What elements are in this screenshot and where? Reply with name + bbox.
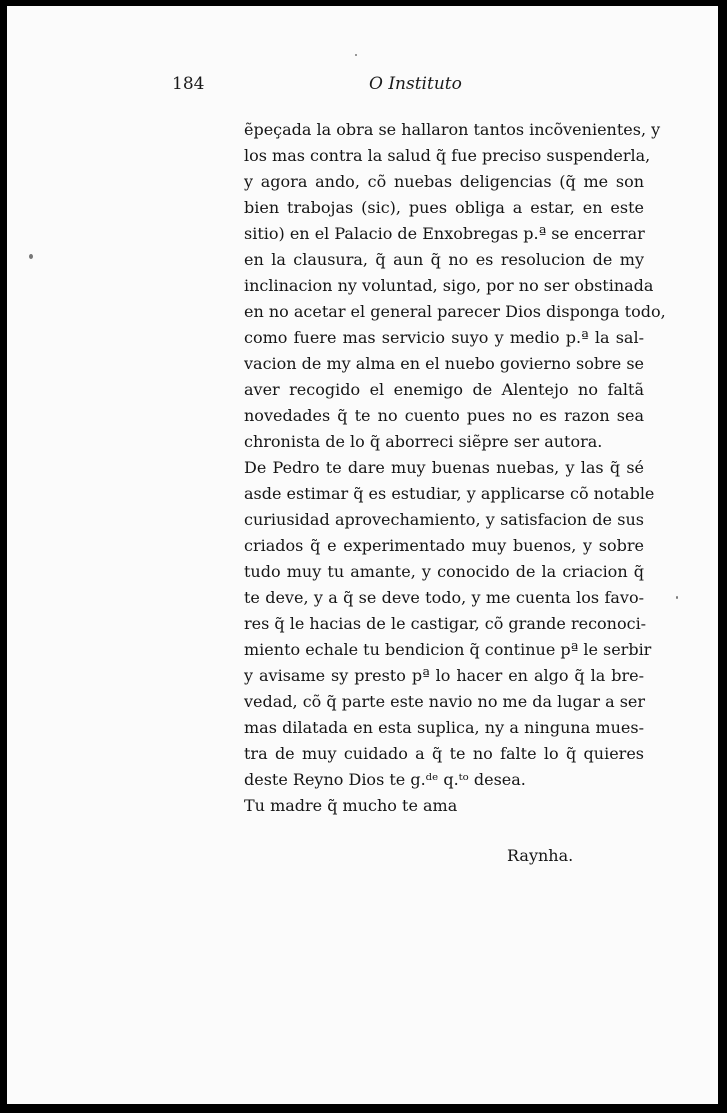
text-line: te deve, y a q̃ se deve todo, y me cuenta los favo- — [244, 588, 644, 607]
text-line: los mas contra la salud q̃ fue preciso suspenderla, — [244, 146, 651, 165]
page-number: 184 — [172, 74, 205, 94]
paper-speck — [676, 596, 678, 599]
text-line: chronista de lo q̃ aborreci siẽpre ser autora. — [244, 432, 603, 451]
text-line: tudo muy tu amante, y conocido de la criacion q̃ — [244, 562, 644, 581]
text-line: curiusidad aprovechamiento, y satisfacion de sus — [244, 510, 644, 529]
running-title: O Instituto — [369, 74, 462, 94]
text-line: en la clausura, q̃ aun q̃ no es resolucion de my — [244, 250, 644, 269]
text-line: en no acetar el general parecer Dios disponga todo, — [244, 302, 666, 321]
text-line: Tu madre q̃ mucho te ama — [244, 796, 458, 815]
text-line: tra de muy cuidado a q̃ te no falte lo q̃ quieres — [244, 744, 644, 763]
text-line: asde estimar q̃ es estudiar, y applicarse cõ notable — [244, 484, 655, 503]
text-line: bien trabojas (sic), pues obliga a estar, en este — [244, 198, 644, 217]
text-line: y avisame sy presto pª lo hacer en algo q̃ la bre- — [244, 666, 644, 685]
text-line: vedad, cõ q̃ parte este navio no me da lugar a ser — [244, 692, 646, 711]
book-page — [7, 6, 718, 1104]
text-line: inclinacion ny voluntad, sigo, por no ser obstinada — [244, 276, 654, 295]
letter-body — [244, 117, 666, 819]
text-line: aver recogido el enemigo de Alentejo no faltã — [244, 380, 644, 399]
paper-speck — [355, 54, 357, 56]
text-line: y agora ando, cõ nuebas deligencias (q̃ me son — [244, 172, 644, 191]
text-line: mas dilatada en esta suplica, ny a ninguna mues- — [244, 718, 644, 737]
text-line: res q̃ le hacias de le castigar, cõ grande reconoci- — [244, 614, 647, 633]
text-line: criados q̃ e experimentado muy buenos, y sobre — [244, 536, 644, 555]
text-line: como fuere mas servicio suyo y medio p.ª la sal- — [244, 328, 644, 347]
text-line: De Pedro te dare muy buenas nuebas, y las q̃ sé — [244, 458, 644, 477]
text-line: deste Reyno Dios te g.ᵈᵉ q.ᵗᵒ desea. — [244, 770, 526, 789]
text-line: sitio) en el Palacio de Enxobregas p.ª se encerrar — [244, 224, 645, 243]
signature: Raynha. — [507, 846, 574, 865]
text-line: ẽpeçada la obra se hallaron tantos incõvenientes, y — [244, 120, 661, 139]
text-line: miento echale tu bendicion q̃ continue pª le serbir — [244, 640, 652, 659]
page-header — [7, 74, 718, 104]
paper-speck — [29, 254, 33, 259]
text-line: vacion de my alma en el nuebo govierno sobre se — [244, 354, 644, 373]
text-line: novedades q̃ te no cuento pues no es razon sea — [244, 406, 644, 425]
